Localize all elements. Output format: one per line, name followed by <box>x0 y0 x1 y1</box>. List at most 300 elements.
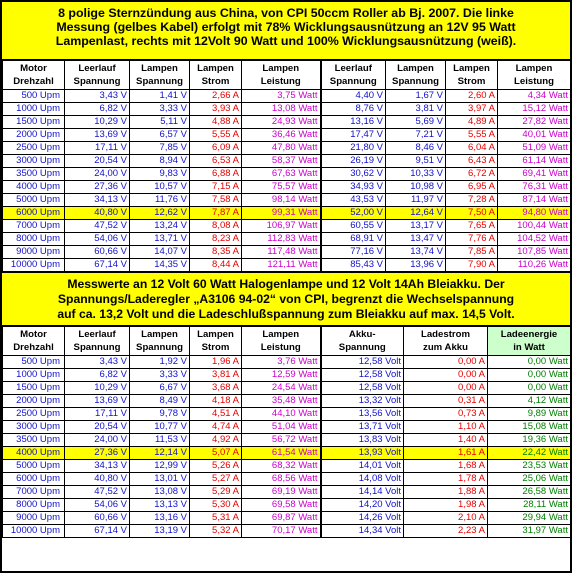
table1-header-4-line-1: Leistung <box>260 76 301 87</box>
table2-cell: 3500 Upm <box>3 434 65 447</box>
table1-header-6-line-0: Lampen <box>397 63 434 74</box>
table2-cell: 3,81 A <box>190 369 242 382</box>
table1-header-4-line-0: Lampen <box>262 63 300 74</box>
table1-cell: 8,44 A <box>190 259 242 272</box>
table-row <box>3 421 571 434</box>
table2-cell: 3000 Upm <box>3 421 65 434</box>
table-row <box>3 207 571 220</box>
table-row <box>3 434 571 447</box>
table1-cell: 40,80 V <box>65 207 130 220</box>
table1-cell: 61,14 Watt <box>498 155 571 168</box>
table1-cell: 67,63 Watt <box>242 168 321 181</box>
table2-cell: 29,94 Watt <box>488 512 571 525</box>
top-banner-line-2: Messung (gelbes Kabel) erfolgt mit 78% Wicklungsausnützung an 12V 95 Watt <box>56 20 516 34</box>
top-banner <box>2 2 570 60</box>
table1-header-7 <box>446 61 498 90</box>
table1-cell: 110,26 Watt <box>498 259 571 272</box>
table1-cell: 2,66 A <box>190 90 242 103</box>
table1-cell: 6,95 A <box>446 181 498 194</box>
table2-cell: 1000 Upm <box>3 369 65 382</box>
table1-cell: 3,97 A <box>446 103 498 116</box>
table1-header-7-line-0: Lampen <box>453 63 490 74</box>
table1-cell: 13,08 Watt <box>242 103 321 116</box>
table1-cell: 3,93 A <box>190 103 242 116</box>
table1-header-1-line-1: Spannung <box>73 76 121 87</box>
table1-cell: 10,98 V <box>386 181 446 194</box>
table1-cell: 10,33 V <box>386 168 446 181</box>
table1-cell: 12,62 V <box>130 207 190 220</box>
table1-cell: 8,94 V <box>130 155 190 168</box>
table-row <box>3 525 571 538</box>
table2-cell: 13,19 V <box>130 525 190 538</box>
table-row <box>3 129 571 142</box>
table2-cell: 8,49 V <box>130 395 190 408</box>
table1-header-2-line-1: Spannung <box>136 76 183 87</box>
table1-cell: 5,11 V <box>130 116 190 129</box>
table-row <box>3 220 571 233</box>
table2-cell: 6,67 V <box>130 382 190 395</box>
table1-cell: 6,53 A <box>190 155 242 168</box>
table1-cell: 75,57 Watt <box>242 181 321 194</box>
table2-cell: 47,52 V <box>65 486 130 499</box>
table2-cell: 4,18 A <box>190 395 242 408</box>
table2-cell: 13,83 Volt <box>321 434 404 447</box>
table1-cell: 15,12 Watt <box>498 103 571 116</box>
table1-cell: 60,66 V <box>65 246 130 259</box>
table1-cell: 112,83 Watt <box>242 233 321 246</box>
table1-cell: 14,35 V <box>130 259 190 272</box>
table1-cell: 13,71 V <box>130 233 190 246</box>
table2-cell: 14,08 Volt <box>321 473 404 486</box>
table2-cell: 13,13 V <box>130 499 190 512</box>
table1-cell: 13,16 V <box>321 116 386 129</box>
table2-cell: 24,00 V <box>65 434 130 447</box>
table2-cell: 69,19 Watt <box>242 486 321 499</box>
measurement-table-1 <box>2 60 571 272</box>
table2-header-4-line-1: Leistung <box>260 342 301 353</box>
table2-cell: 35,48 Watt <box>242 395 321 408</box>
table-row <box>3 382 571 395</box>
table1-header-1 <box>65 61 130 90</box>
table2-cell: 9000 Upm <box>3 512 65 525</box>
table1-cell: 21,80 V <box>321 142 386 155</box>
table1-header-5-line-1: Spannung <box>329 76 377 87</box>
table2-header-3-line-0: Lampen <box>197 329 234 340</box>
table1-cell: 5,55 A <box>190 129 242 142</box>
table2-cell: 3,68 A <box>190 382 242 395</box>
table2-cell: 60,66 V <box>65 512 130 525</box>
table1-header-row <box>3 61 571 90</box>
table1-cell: 99,31 Watt <box>242 207 321 220</box>
table-row <box>3 512 571 525</box>
table1-cell: 6,88 A <box>190 168 242 181</box>
table-row <box>3 116 571 129</box>
table1-cell: 4000 Upm <box>3 181 65 194</box>
table-row <box>3 246 571 259</box>
table1-cell: 40,01 Watt <box>498 129 571 142</box>
table2-cell: 3,33 V <box>130 369 190 382</box>
table1-cell: 8,23 A <box>190 233 242 246</box>
table-row <box>3 460 571 473</box>
table2-header-1-line-1: Spannung <box>73 342 121 353</box>
table2-cell: 69,87 Watt <box>242 512 321 525</box>
table1-cell: 7,76 A <box>446 233 498 246</box>
table1-cell: 9000 Upm <box>3 246 65 259</box>
table1-cell: 54,06 V <box>65 233 130 246</box>
table2-cell: 40,80 V <box>65 473 130 486</box>
table1-cell: 8,46 V <box>386 142 446 155</box>
table-row <box>3 181 571 194</box>
table2-cell: 10,77 V <box>130 421 190 434</box>
table2-cell: 4,92 A <box>190 434 242 447</box>
table2-cell: 61,54 Watt <box>242 447 321 460</box>
table2-cell: 0,73 A <box>404 408 488 421</box>
table2-cell: 13,56 Volt <box>321 408 404 421</box>
table2-header-3-line-1: Strom <box>201 342 230 353</box>
table1-cell: 3,75 Watt <box>242 90 321 103</box>
table1-cell: 76,31 Watt <box>498 181 571 194</box>
table1-cell: 30,62 V <box>321 168 386 181</box>
table2-cell: 6,82 V <box>65 369 130 382</box>
table-row <box>3 259 571 272</box>
table1-cell: 2500 Upm <box>3 142 65 155</box>
table-row <box>3 90 571 103</box>
table2-cell: 17,11 V <box>65 408 130 421</box>
table-row <box>3 168 571 181</box>
table1-header-5-line-0: Leerlauf <box>334 63 372 74</box>
table2-cell: 5,31 A <box>190 512 242 525</box>
table2-cell: 12,58 Volt <box>321 369 404 382</box>
table1-cell: 6000 Upm <box>3 207 65 220</box>
table2-cell: 1,40 A <box>404 434 488 447</box>
table2-cell: 4,12 Watt <box>488 395 571 408</box>
table1-cell: 2000 Upm <box>3 129 65 142</box>
table2-cell: 0,00 Watt <box>488 382 571 395</box>
table2-header-4 <box>242 327 321 356</box>
table2-cell: 0,00 Watt <box>488 369 571 382</box>
table1-cell: 7,58 A <box>190 194 242 207</box>
table2-cell: 13,32 Volt <box>321 395 404 408</box>
table2-cell: 1,68 A <box>404 460 488 473</box>
table1-cell: 58,37 Watt <box>242 155 321 168</box>
table2-cell: 54,06 V <box>65 499 130 512</box>
table2-header-6-line-1: zum Akku <box>423 342 468 353</box>
table1-cell: 4,34 Watt <box>498 90 571 103</box>
table2-header-2 <box>130 327 190 356</box>
table2-cell: 22,42 Watt <box>488 447 571 460</box>
table1-cell: 117,48 Watt <box>242 246 321 259</box>
table1-cell: 7,87 A <box>190 207 242 220</box>
middle-banner-line-2: Spannungs/Laderegler „A3106 94-02“ von CPI, begrenzt die Wechselspannung <box>57 292 515 306</box>
table-row <box>3 233 571 246</box>
table2-header-6-line-0: Ladestrom <box>420 329 471 340</box>
table1-header-8 <box>498 61 571 90</box>
table2-header-7 <box>488 327 571 356</box>
table1-cell: 5,69 V <box>386 116 446 129</box>
table1-cell: 10,29 V <box>65 116 130 129</box>
table2-header-3 <box>190 327 242 356</box>
table1-cell: 34,93 V <box>321 181 386 194</box>
table2-cell: 5,32 A <box>190 525 242 538</box>
table2-cell: 13,08 V <box>130 486 190 499</box>
table1-cell: 11,76 V <box>130 194 190 207</box>
table1-cell: 7,85 V <box>130 142 190 155</box>
table1-cell: 3,43 V <box>65 90 130 103</box>
table1-header-1-line-0: Leerlauf <box>78 63 116 74</box>
table-row <box>3 194 571 207</box>
table2-cell: 2000 Upm <box>3 395 65 408</box>
table1-cell: 20,54 V <box>65 155 130 168</box>
measurement-table-2 <box>2 326 571 538</box>
table2-cell: 2500 Upm <box>3 408 65 421</box>
table2-cell: 1,78 A <box>404 473 488 486</box>
table2-cell: 28,11 Watt <box>488 499 571 512</box>
table2-cell: 7000 Upm <box>3 486 65 499</box>
table2-cell: 5000 Upm <box>3 460 65 473</box>
table2-cell: 0,00 A <box>404 356 488 369</box>
table2-header-row <box>3 327 571 356</box>
top-banner-line-1: 8 polige Sternzündung aus China, von CPI 50ccm Roller ab Bj. 2007. Die linke <box>58 6 514 20</box>
table2-cell: 4,74 A <box>190 421 242 434</box>
table1-header-0 <box>3 61 65 90</box>
table1-cell: 51,09 Watt <box>498 142 571 155</box>
table2-cell: 31,97 Watt <box>488 525 571 538</box>
table1-cell: 7,50 A <box>446 207 498 220</box>
table1-cell: 13,74 V <box>386 246 446 259</box>
table1-cell: 100,44 Watt <box>498 220 571 233</box>
table2-cell: 8000 Upm <box>3 499 65 512</box>
table1-header-6 <box>386 61 446 90</box>
table1-header-7-line-1: Strom <box>457 76 486 87</box>
table2-cell: 69,58 Watt <box>242 499 321 512</box>
table2-cell: 6000 Upm <box>3 473 65 486</box>
table2-cell: 24,54 Watt <box>242 382 321 395</box>
table2-header-6 <box>404 327 488 356</box>
table1-cell: 121,11 Watt <box>242 259 321 272</box>
table-row <box>3 395 571 408</box>
table2-cell: 19,36 Watt <box>488 434 571 447</box>
table2-cell: 5,27 A <box>190 473 242 486</box>
table2-cell: 34,13 V <box>65 460 130 473</box>
middle-banner-line-3: auf ca. 13,2 Volt und die Ladeschlußspannung zum Bleiakku auf max. 14,5 Volt. <box>57 307 515 321</box>
table2-cell: 51,04 Watt <box>242 421 321 434</box>
table1-header-3-line-1: Strom <box>201 76 230 87</box>
table1-cell: 6,57 V <box>130 129 190 142</box>
table1-cell: 7000 Upm <box>3 220 65 233</box>
table1-cell: 60,55 V <box>321 220 386 233</box>
table1-cell: 5000 Upm <box>3 194 65 207</box>
table2-cell: 14,26 Volt <box>321 512 404 525</box>
table1-cell: 12,64 V <box>386 207 446 220</box>
table1-cell: 47,80 Watt <box>242 142 321 155</box>
table1-header-6-line-1: Spannung <box>392 76 439 87</box>
table1-cell: 500 Upm <box>3 90 65 103</box>
table2-cell: 5,30 A <box>190 499 242 512</box>
table2-cell: 14,01 Volt <box>321 460 404 473</box>
table-row <box>3 155 571 168</box>
table-row <box>3 473 571 486</box>
table2-header-2-line-0: Lampen <box>141 329 178 340</box>
table1-cell: 68,91 V <box>321 233 386 246</box>
table2-cell: 12,59 Watt <box>242 369 321 382</box>
table1-cell: 8,35 A <box>190 246 242 259</box>
table2-cell: 14,14 Volt <box>321 486 404 499</box>
table2-cell: 5,26 A <box>190 460 242 473</box>
table1-cell: 24,93 Watt <box>242 116 321 129</box>
table1-cell: 8,76 V <box>321 103 386 116</box>
table1-cell: 85,43 V <box>321 259 386 272</box>
table2-cell: 12,14 V <box>130 447 190 460</box>
table1-cell: 13,24 V <box>130 220 190 233</box>
table1-cell: 4,88 A <box>190 116 242 129</box>
table2-cell: 9,89 Watt <box>488 408 571 421</box>
table2-cell: 68,32 Watt <box>242 460 321 473</box>
table1-cell: 43,53 V <box>321 194 386 207</box>
table1-cell: 8,08 A <box>190 220 242 233</box>
table2-cell: 20,54 V <box>65 421 130 434</box>
table2-cell: 4000 Upm <box>3 447 65 460</box>
table2-cell: 14,20 Volt <box>321 499 404 512</box>
table1-header-3-line-0: Lampen <box>197 63 234 74</box>
table1-cell: 3,33 V <box>130 103 190 116</box>
table1-cell: 13,47 V <box>386 233 446 246</box>
table1-cell: 2,60 A <box>446 90 498 103</box>
table2-cell: 0,31 A <box>404 395 488 408</box>
middle-banner-line-1: Messwerte an 12 Volt 60 Watt Halogenlampe und 12 Volt 14Ah Bleiakku. Der <box>67 277 505 291</box>
table2-cell: 13,69 V <box>65 395 130 408</box>
table1-cell: 67,14 V <box>65 259 130 272</box>
table2-cell: 9,78 V <box>130 408 190 421</box>
table-row <box>3 369 571 382</box>
table1-cell: 77,16 V <box>321 246 386 259</box>
table2-header-4-line-0: Lampen <box>262 329 300 340</box>
table1-cell: 34,13 V <box>65 194 130 207</box>
table1-header-0-line-0: Motor <box>20 63 47 74</box>
table2-cell: 0,00 A <box>404 369 488 382</box>
table2-cell: 68,56 Watt <box>242 473 321 486</box>
table1-cell: 11,97 V <box>386 194 446 207</box>
table1-cell: 1,67 V <box>386 90 446 103</box>
table2-cell: 500 Upm <box>3 356 65 369</box>
table1-cell: 104,52 Watt <box>498 233 571 246</box>
table1-cell: 106,97 Watt <box>242 220 321 233</box>
table1-cell: 36,46 Watt <box>242 129 321 142</box>
table1-header-0-line-1: Drehzahl <box>13 76 54 87</box>
table1-cell: 1500 Upm <box>3 116 65 129</box>
table2-cell: 3,43 V <box>65 356 130 369</box>
table1-cell: 10,57 V <box>130 181 190 194</box>
table1-cell: 6,82 V <box>65 103 130 116</box>
table-row <box>3 486 571 499</box>
table1-cell: 69,41 Watt <box>498 168 571 181</box>
table2-header-5-line-0: Akku- <box>348 329 376 340</box>
table2-cell: 4,51 A <box>190 408 242 421</box>
table1-cell: 26,19 V <box>321 155 386 168</box>
table2-cell: 14,34 Volt <box>321 525 404 538</box>
table1-cell: 87,14 Watt <box>498 194 571 207</box>
table1-cell: 98,14 Watt <box>242 194 321 207</box>
table2-cell: 0,00 Watt <box>488 356 571 369</box>
table1-cell: 27,36 V <box>65 181 130 194</box>
table1-cell: 5,55 A <box>446 129 498 142</box>
table2-cell: 5,29 A <box>190 486 242 499</box>
table2-header-0-line-1: Drehzahl <box>13 342 54 353</box>
top-banner-line-3: Lampenlast, rechts mit 12Volt 90 Watt und 100% Wicklungsausnützung (weiß). <box>55 34 517 48</box>
table2-cell: 13,16 V <box>130 512 190 525</box>
table1-cell: 6,43 A <box>446 155 498 168</box>
table2-cell: 70,17 Watt <box>242 525 321 538</box>
middle-banner <box>2 272 570 326</box>
table1-cell: 47,52 V <box>65 220 130 233</box>
table1-cell: 10000 Upm <box>3 259 65 272</box>
table1-cell: 13,69 V <box>65 129 130 142</box>
table2-cell: 44,10 Watt <box>242 408 321 421</box>
table2-header-5 <box>321 327 404 356</box>
table-row <box>3 356 571 369</box>
table1-cell: 6,04 A <box>446 142 498 155</box>
table1-header-8-line-0: Lampen <box>515 63 553 74</box>
table2-cell: 1,96 A <box>190 356 242 369</box>
table2-cell: 27,36 V <box>65 447 130 460</box>
table1-cell: 7,21 V <box>386 129 446 142</box>
table1-cell: 3500 Upm <box>3 168 65 181</box>
table2-cell: 1,88 A <box>404 486 488 499</box>
table2-cell: 15,08 Watt <box>488 421 571 434</box>
table1-cell: 7,65 A <box>446 220 498 233</box>
table2-header-1 <box>65 327 130 356</box>
table1-header-3 <box>190 61 242 90</box>
table2-cell: 12,99 V <box>130 460 190 473</box>
table2-header-2-line-1: Spannung <box>136 342 183 353</box>
table2-cell: 26,58 Watt <box>488 486 571 499</box>
table2-cell: 12,58 Volt <box>321 356 404 369</box>
table2-cell: 5,07 A <box>190 447 242 460</box>
table2-cell: 25,06 Watt <box>488 473 571 486</box>
table2-cell: 13,01 V <box>130 473 190 486</box>
table-row <box>3 447 571 460</box>
table2-header-1-line-0: Leerlauf <box>78 329 116 340</box>
table1-cell: 14,07 V <box>130 246 190 259</box>
table1-cell: 6,09 A <box>190 142 242 155</box>
table2-cell: 3,76 Watt <box>242 356 321 369</box>
table1-cell: 17,11 V <box>65 142 130 155</box>
table-row <box>3 499 571 512</box>
table2-cell: 11,53 V <box>130 434 190 447</box>
table2-header-5-line-1: Spannung <box>338 342 386 353</box>
table2-cell: 13,71 Volt <box>321 421 404 434</box>
table1-cell: 9,51 V <box>386 155 446 168</box>
table1-cell: 9,83 V <box>130 168 190 181</box>
table1-cell: 8000 Upm <box>3 233 65 246</box>
table1-cell: 17,47 V <box>321 129 386 142</box>
table1-cell: 3000 Upm <box>3 155 65 168</box>
table1-cell: 6,72 A <box>446 168 498 181</box>
table-row <box>3 142 571 155</box>
table1-cell: 13,17 V <box>386 220 446 233</box>
table1-cell: 7,15 A <box>190 181 242 194</box>
table-row <box>3 408 571 421</box>
table2-header-0 <box>3 327 65 356</box>
table2-cell: 1,98 A <box>404 499 488 512</box>
table1-cell: 7,85 A <box>446 246 498 259</box>
table2-cell: 23,53 Watt <box>488 460 571 473</box>
table1-cell: 4,89 A <box>446 116 498 129</box>
table1-cell: 7,28 A <box>446 194 498 207</box>
table1-cell: 4,40 V <box>321 90 386 103</box>
table2-cell: 10000 Upm <box>3 525 65 538</box>
table2-cell: 2,10 A <box>404 512 488 525</box>
table1-cell: 1000 Upm <box>3 103 65 116</box>
